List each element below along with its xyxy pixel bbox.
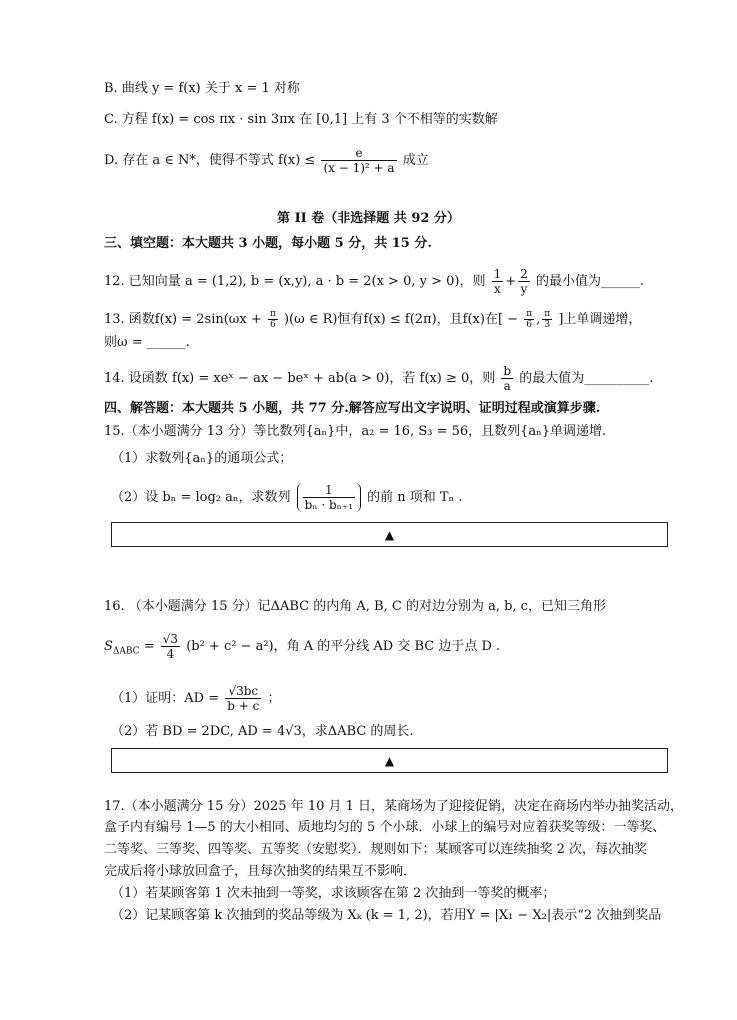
q15-part-1: （1）求数列{aₙ}的通项公式； bbox=[111, 451, 293, 466]
triangle-icon: ▲ bbox=[384, 527, 395, 542]
q13-i2-den: 3 bbox=[544, 320, 551, 330]
q13-interval-right bbox=[542, 309, 552, 330]
q13-mid: )(ω ∈ R)恒有f(x) ≤ f(2π)，且f(x)在[ − bbox=[283, 312, 519, 327]
q15-sequence-braces bbox=[297, 483, 361, 512]
q12-f2-den: y bbox=[520, 282, 528, 296]
q16-p1-num: √3bc bbox=[225, 684, 261, 699]
question-16: 16. （本小题满分 15 分）记ΔABC 的内角 A, B, C 的对边分别为 a, b, c，已知三角形 bbox=[104, 599, 606, 614]
q12-fraction-1 bbox=[492, 267, 504, 296]
q12-f1-num: 1 bbox=[493, 267, 502, 281]
answer-box-15[interactable] bbox=[111, 522, 668, 547]
question-17-line-1: 17.（本小题满分 15 分）2025 年 10 月 1 日，某商场为了迎接促销，决定在商场内举办抽奖活动， bbox=[104, 799, 684, 814]
section-2-title: 第 II 卷（非选择题 共 92 分） bbox=[277, 211, 460, 226]
q16-f-num: √3 bbox=[162, 632, 179, 646]
q16-area-formula bbox=[104, 632, 500, 662]
option-d-numerator: e bbox=[321, 146, 396, 161]
part-3-header: 三、填空题：本大题共 3 小题，每小题 5 分，共 15 分. bbox=[104, 236, 432, 251]
q15-f-den: bₙ · bₙ₊₁ bbox=[304, 498, 354, 512]
q16-eq: = bbox=[143, 639, 155, 654]
q17-part-1: （1）若某顾客第 1 次未抽到一等奖，求该顾客在第 2 次抽到一等奖的概率； bbox=[111, 886, 556, 901]
q14-f-num: b bbox=[503, 364, 512, 378]
q16-l2-suffix: (b² + c² − a²)，角 A 的平分线 AD 交 BC 边于点 D . bbox=[186, 639, 501, 654]
q16-s: S bbox=[104, 639, 113, 654]
q13-i2-num: π bbox=[544, 309, 551, 319]
question-12: 12. 已知向量 a = (1,2), b = (x,y), a · b = 2(x > 0, y > 0)，则 $\frac{1}{x}$ + $\frac{2}{y}$ 的最小值为______. bbox=[104, 267, 645, 296]
question-17-line-3: 二等奖、三等奖、四等奖、五等奖（安慰奖）．规则如下：某顾客可以连续抽奖 2 次，每次抽奖 bbox=[104, 842, 648, 857]
option-d-denominator: (x − 1)² + a bbox=[323, 161, 395, 175]
q16-p1-fraction bbox=[225, 684, 261, 713]
q14-f-den: a bbox=[503, 379, 511, 393]
q16-part-2: （2）若 BD = 2DC, AD = 4√3，求ΔABC 的周长. bbox=[111, 724, 414, 739]
q13-i1-den: 6 bbox=[526, 320, 533, 330]
q15-fraction bbox=[303, 483, 355, 512]
q12-f1-den: x bbox=[494, 282, 501, 296]
q15-part-2 bbox=[111, 483, 463, 512]
q16-p1-den: b + c bbox=[227, 699, 260, 713]
q17-part-2: （2）记某顾客第 k 次抽到的奖品等级为 Xₖ (k = 1, 2)，若用Y = |X₁ − X₂|表示“2 次抽到奖品 bbox=[111, 908, 662, 923]
question-13 bbox=[104, 309, 641, 330]
q14-text: 14. 设函数 f(x) = xeˣ − ax − beˣ + ab(a > 0)，若 f(x) ≥ 0，则 bbox=[104, 371, 496, 386]
q12-fraction-2 bbox=[518, 267, 530, 296]
q13-f-num: π bbox=[269, 309, 276, 319]
q13-suffix: ]上单调递增， bbox=[558, 312, 642, 327]
question-17-line-2: 盒子内有编号 1—5 的大小相同、质地均匀的 5 个小球．小球上的编号对应着获奖等级：一等奖、 bbox=[104, 820, 666, 835]
triangle-icon: ▲ bbox=[384, 753, 395, 768]
option-c: C. 方程 f(x) = cos πx · sin 3πx 在 [0,1] 上有 3 个不相等的实数解 bbox=[104, 112, 498, 127]
q16-s-sub: ΔABC bbox=[112, 646, 140, 657]
q16-p1-text: （1）证明：AD = bbox=[111, 691, 220, 706]
q15-p2-text: （2）设 bₙ = log₂ aₙ，求数列 bbox=[111, 490, 291, 505]
q16-part-1 bbox=[111, 684, 281, 713]
q16-f-den: 4 bbox=[166, 647, 175, 661]
option-d bbox=[104, 146, 429, 175]
q12-suffix: 的最小值为______. bbox=[535, 274, 645, 289]
part-4-header: 四、解答题：本大题共 5 小题，共 77 分.解答应写出文字说明、证明过程或演算步骤. bbox=[104, 401, 601, 416]
q13-sep: , bbox=[536, 312, 541, 327]
q15-p2-suffix: 的前 n 项和 Tₙ . bbox=[367, 490, 463, 505]
question-13-line-2: 则ω = ______. bbox=[104, 335, 190, 350]
option-d-text: D. 存在 a ∈ N*，使得不等式 f(x) ≤ bbox=[104, 153, 316, 168]
question-14 bbox=[104, 364, 653, 393]
q16-p1-suffix: ； bbox=[267, 691, 281, 706]
q14-suffix: 的最大值为__________. bbox=[519, 371, 654, 386]
q13-text: 13. 函数f(x) = 2sin(ωx + bbox=[104, 312, 262, 327]
question-15: 15.（本小题满分 13 分）等比数列{aₙ}中，a₂ = 16, S₃ = 56，且数列{aₙ}单调递增. bbox=[104, 424, 607, 439]
q12-f2-num: 2 bbox=[520, 267, 528, 281]
answer-box-16[interactable] bbox=[111, 748, 668, 773]
q12-text: 12. 已知向量 a = (1,2), b = (x,y), a · b = 2(x > 0, y > 0)，则 bbox=[104, 274, 486, 289]
q16-fraction bbox=[161, 632, 180, 661]
q13-interval-left bbox=[524, 309, 534, 330]
option-d-fraction bbox=[321, 146, 396, 175]
option-d-suffix: 成立 bbox=[402, 153, 429, 168]
q13-f-den: 6 bbox=[270, 320, 276, 330]
q13-i1-num: π bbox=[526, 309, 533, 319]
question-17-line-4: 完成后将小球放回盒子，且每次抽奖的结果互不影响． bbox=[104, 864, 417, 879]
q13-fraction bbox=[268, 309, 278, 330]
q15-f-num: 1 bbox=[303, 483, 355, 498]
option-b: B. 曲线 y = f(x) 关于 x = 1 对称 bbox=[104, 81, 300, 96]
q14-fraction bbox=[501, 364, 513, 393]
